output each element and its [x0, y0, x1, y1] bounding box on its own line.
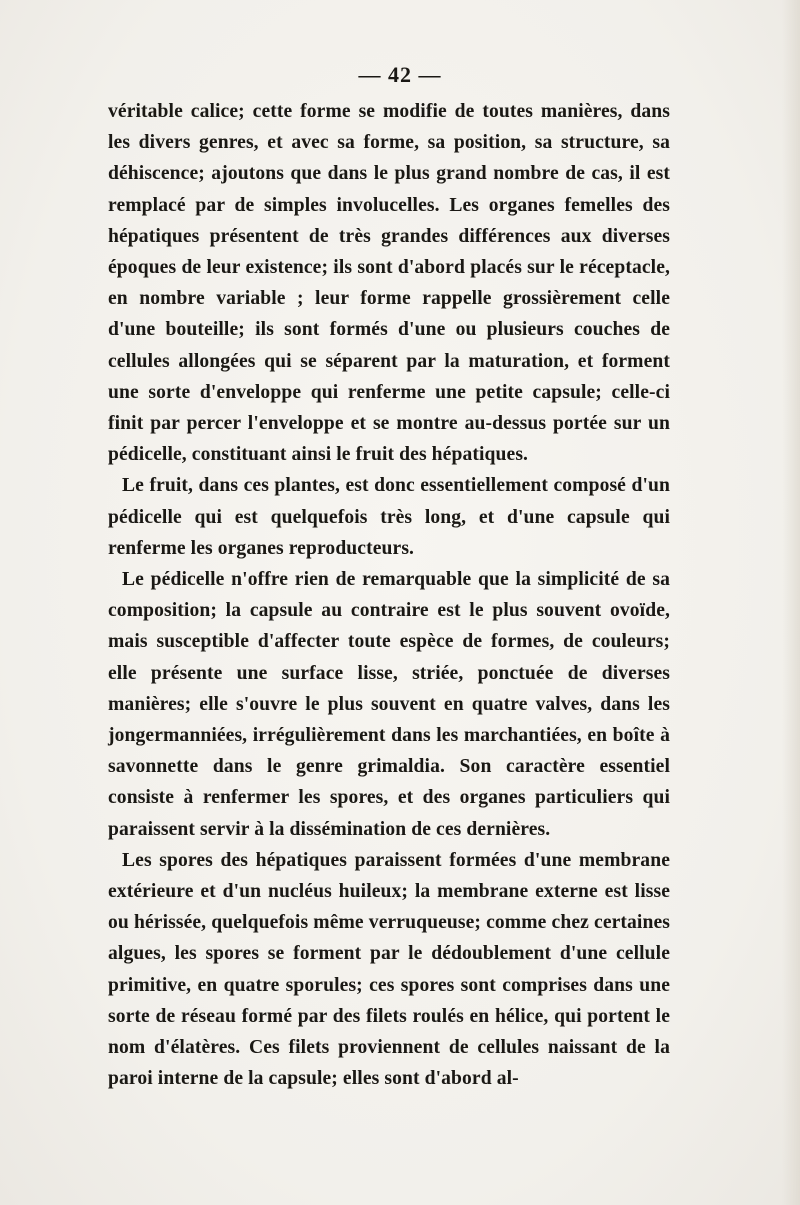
body-text: [108, 96, 670, 1095]
paragraph-2-text: Le fruit, dans ces plantes, est donc essentiellement composé d'un pédicelle qui est quelquefois très long, et d'une capsule qui renferme les organes reproducteurs.: [108, 475, 670, 559]
paragraph-2: [108, 470, 670, 564]
paragraph-4-text: Les spores des hépatiques paraissent formées d'une membrane extérieure et d'un nucléus huileux; la membrane externe est lisse ou hérissée, quelquefois même verruqueuse; comme chez certaines algues, les spores se forment par le dédoublement d'une cellule primitive, en quatre sporules; ces spores sont comprises dans une sorte de réseau formé par des filets roulés en hélice, qui portent le nom d'élatères. Ces filets proviennent de cellules naissant de la paroi interne de la capsule; elles sont d'abord al-: [108, 849, 670, 1090]
page-number: — 42 —: [358, 62, 442, 87]
page-edge-shadow: [782, 0, 800, 1205]
paragraph-1: véritable calice; cette forme se modifie de toutes manières, dans les divers genres, et avec sa forme, sa position, sa structure, sa déhiscence; ajoutons que dans le plus grand nombre de cas, il est remplacé par de simples involucelles. Les organes femelles des hépatiques présentent de très grandes différences aux diverses époques de leur existence; ils sont d'abord placés sur le réceptacle, en nombre variable ; leur forme rappelle grossièrement celle d'une bouteille; ils sont formés d'une ou plusieurs couches de cellules allongées qui se séparent par la maturation, et forment une sorte d'enveloppe qui renferme une petite capsule; celle-ci finit par percer l'enveloppe et se montre au-dessus portée sur un pédicelle, constituant ainsi le fruit des hépatiques.: [108, 101, 670, 466]
paragraph-4: [108, 845, 670, 1095]
paragraph-3-text: Le pédicelle n'offre rien de remarquable que la simplicité de sa composition; la capsule au contraire est le plus souvent ovoïde, mais susceptible d'affecter toute espèce de formes, de couleurs; elle présente une surface lisse, striée, ponctuée de diverses manières; elle s'ouvre le plus souvent en quatre valves, dans les jongermanniées, irrégulièrement dans les marchantiées, en boîte à savonnette dans le genre grimaldia. Son caractère essentiel consiste à renfermer les spores, et des organes particuliers qui paraissent servir à la dissémination de ces dernières.: [108, 569, 670, 840]
paragraph-3: [108, 564, 670, 845]
